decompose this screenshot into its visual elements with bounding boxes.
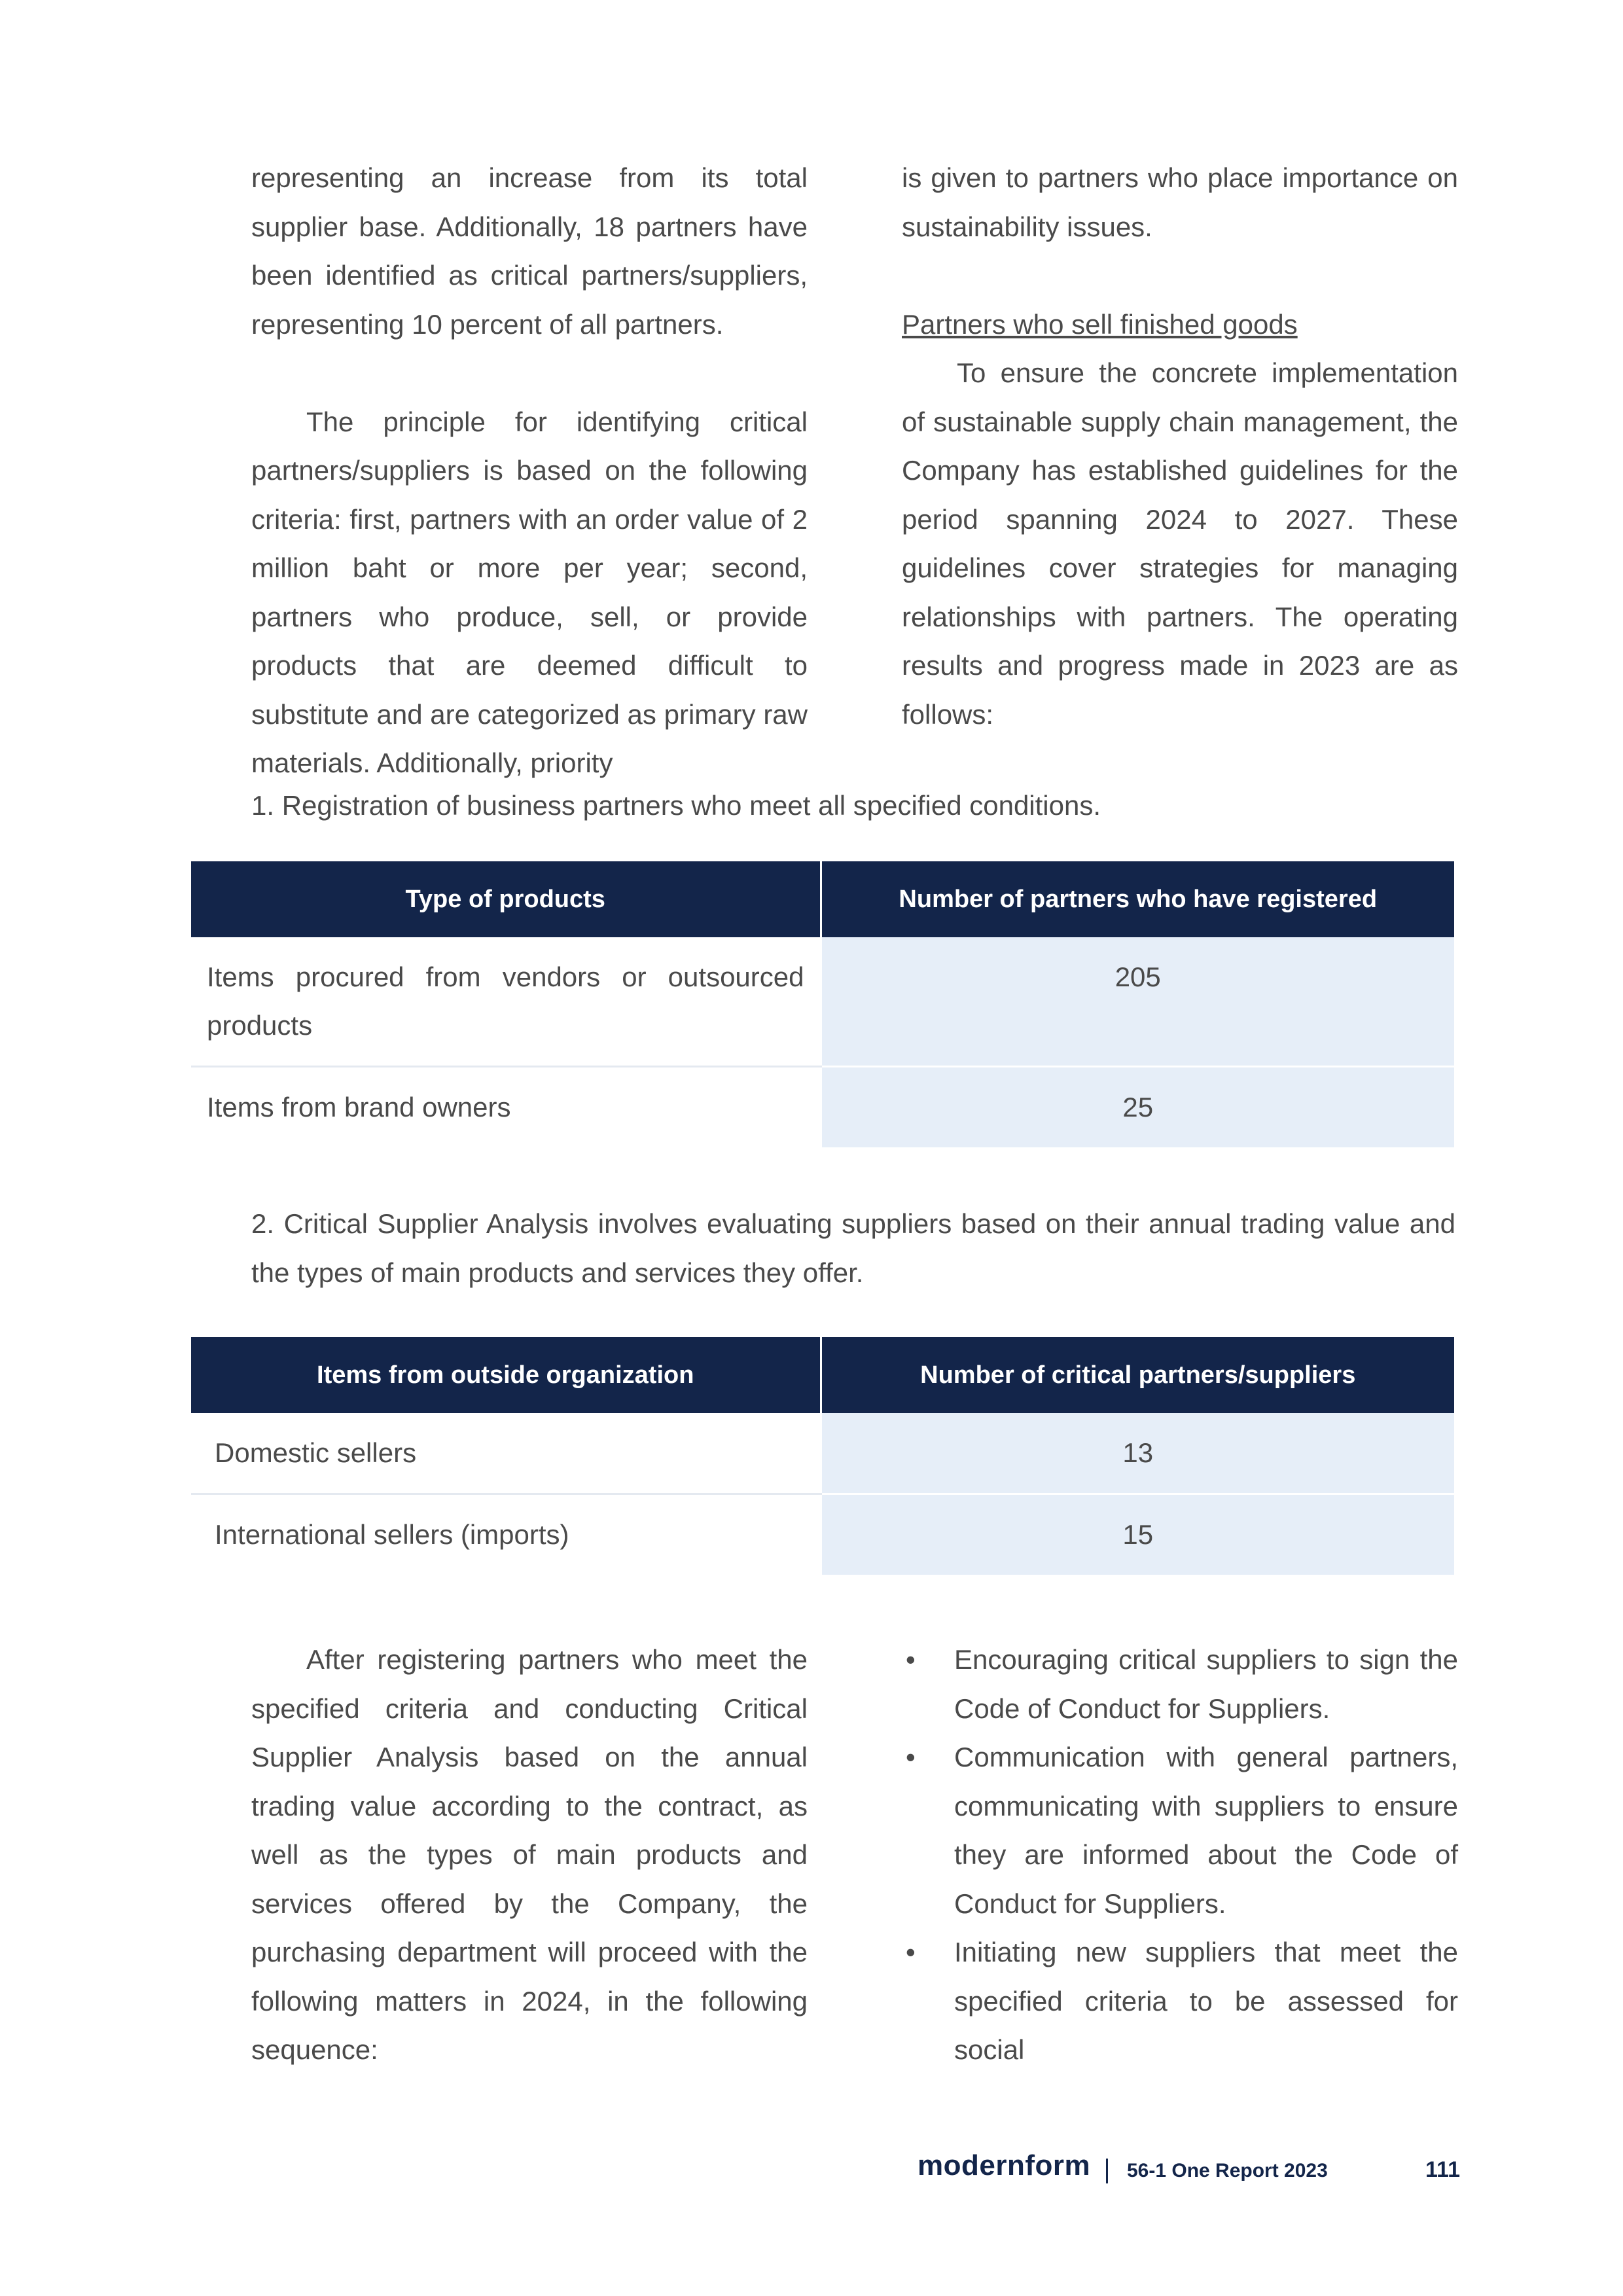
bullet-list (902, 1636, 1458, 2075)
left-column-top (251, 154, 808, 788)
right-column-top (902, 154, 1458, 739)
bullet-text: Communication with general partners, communicating with suppliers to ensure they are informed about the Code of Conduct for Suppliers. (954, 1742, 1458, 1919)
list-item-1: 1. Registration of business partners who meet all specified conditions. (251, 790, 1101, 821)
table-row (191, 937, 1454, 1067)
cell-text: 15 (1122, 1519, 1154, 1550)
paragraph: is given to partners who place importance on sustainability issues. (902, 162, 1458, 242)
table-cell-label (191, 1494, 821, 1575)
paragraph: representing an increase from its total supplier base. Additionally, 18 partners have been identified as critical partners/suppliers, representing 10 percent of all partners. (251, 162, 808, 340)
footer-divider (1106, 2159, 1108, 2183)
column-header: Items from outside organization (191, 1337, 821, 1413)
bullet-icon: • (906, 1644, 916, 1675)
cell-text: Items from brand owners (207, 1092, 511, 1122)
table-cell-label (191, 1413, 821, 1494)
paragraph: To ensure the concrete implementation of sustainable supply chain management, the Company has established guidelines for the period spanning 2024 to 2027. These guidelines cover strategies for managing relationships with partners. The operating results and progress made in 2023 are as follows: (902, 357, 1458, 730)
cell-text: 25 (1122, 1092, 1154, 1122)
bullet-text: Initiating new suppliers that meet the specified criteria to be assessed for social (954, 1937, 1458, 2065)
cell-text: 205 (1115, 961, 1161, 992)
registered-partners-table (191, 861, 1454, 1147)
critical-suppliers-table (191, 1337, 1454, 1575)
bullet-icon: • (906, 1937, 916, 1967)
list-item (902, 1733, 1458, 1928)
page-number: 111 (1425, 2157, 1460, 2182)
report-title: 56-1 One Report 2023 (1127, 2160, 1328, 2181)
table-cell-value (821, 937, 1454, 1067)
column-header: Number of partners who have registered (821, 861, 1454, 937)
table-cell-value (821, 1067, 1454, 1148)
column-header: Number of critical partners/suppliers (821, 1337, 1454, 1413)
section-heading: Partners who sell finished goods (902, 308, 1298, 340)
table-row (191, 1494, 1454, 1575)
table-header-row (191, 861, 1454, 937)
list-item (902, 1928, 1458, 2075)
table-cell-label (191, 1067, 821, 1148)
table-row (191, 1413, 1454, 1494)
paragraph: After registering partners who meet the specified criteria and conducting Critical Supplier Analysis based on the annual trading value according to the contract, as well as the types of main products and services offered by the Company, the purchasing department will proceed with the following matters in 2024, in the following sequence: (251, 1644, 808, 2065)
bullet-text: Encouraging critical suppliers to sign the Code of Conduct for Suppliers. (954, 1644, 1458, 1724)
table-cell-value (821, 1413, 1454, 1494)
table-header-row (191, 1337, 1454, 1413)
cell-text: 13 (1122, 1437, 1154, 1468)
cell-text: Items procured from vendors or outsourced products (207, 961, 804, 1041)
brand-logo: modernform (918, 2149, 1091, 2181)
table-cell-value (821, 1494, 1454, 1575)
list-item (902, 1636, 1458, 1733)
table-row (191, 1067, 1454, 1148)
paragraph: The principle for identifying critical partners/suppliers is based on the following criteria: first, partners with an order value of 2 million baht or more per year; second, partners who produce, sell, or provide products that are deemed difficult to substitute and are categorized as primary raw materials. Additionally, priority (251, 406, 808, 778)
cell-text: International sellers (imports) (215, 1519, 569, 1550)
paragraph-gap (251, 349, 808, 398)
bullet-icon: • (906, 1742, 916, 1772)
column-header: Type of products (191, 861, 821, 937)
paragraph-gap (902, 251, 1458, 300)
right-column-bottom (902, 1636, 1458, 2075)
cell-text: Domestic sellers (215, 1437, 417, 1468)
left-column-bottom (251, 1636, 808, 2075)
list-item-2: 2. Critical Supplier Analysis involves evaluating suppliers based on their annual trading value and the types of main products and services they offer. (251, 1208, 1455, 1288)
table-cell-label (191, 937, 821, 1067)
